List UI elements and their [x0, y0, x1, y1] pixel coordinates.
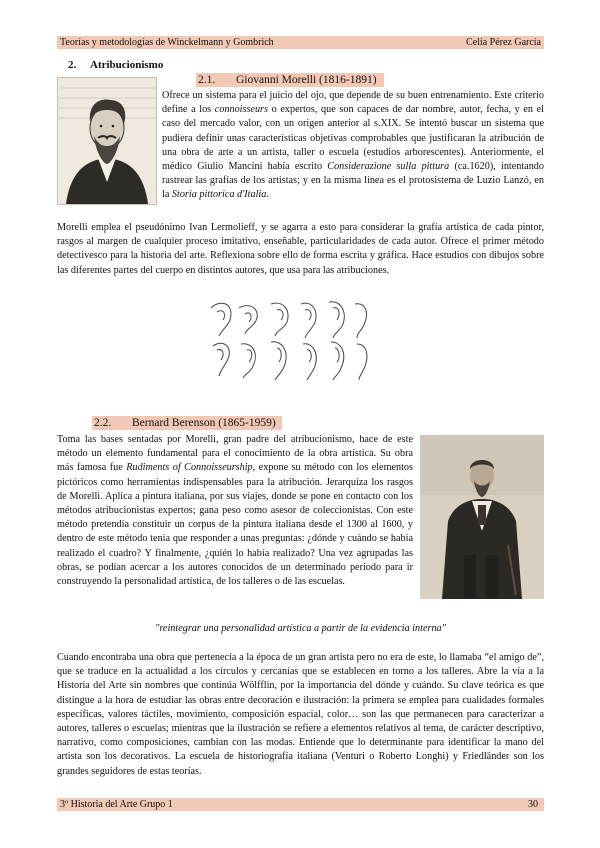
morelli-method-paragraph: Morelli emplea el pseudónimo Ivan Lermolieff, y se agarra a esto para considerar la grafía artística de cada pintor, rasgos al margen de cualquier proceso imitativo, enseñable, particularidades de cada autor. Ofrece el primer método detectivesco para la historia del arte. Reflexiona sobre ello de forma escrita y gráfica. Hace estudios con dibujos sobre las diferentes partes del cuerpo en distintos autores, que usa para las atribuciones.: [57, 222, 544, 276]
text-run: (ca.1620), intentando rastrear las grafías de los artistas; y en la misma línea es el protosistema de Luzio Lanzó, en la: [162, 161, 544, 201]
ear-studies-illustration: [205, 298, 373, 382]
subsection-heading-morelli: [196, 73, 384, 87]
berenson-portrait-image: [420, 435, 544, 599]
page-number: 30: [528, 799, 538, 810]
morelli-portrait-image: [57, 77, 157, 205]
subsection-title: Bernard Berenson (1865-1959): [132, 417, 276, 429]
morelli-intro-paragraph: [162, 89, 544, 203]
text-run: .: [266, 189, 269, 201]
page-header: [57, 36, 544, 49]
italic-title-storia: Storia pittorica d'Italia: [171, 189, 267, 201]
italic-title-rudiments: Rudiments of Connoisseurship: [126, 462, 253, 474]
text-run: Toma las bases sentadas por Morelli, gran padre del atribucionismo, hace de este método un elemento fundamental para el conocimiento de la obra artística. Su obra más famosa fue: [57, 434, 413, 474]
text-run: , expone su método con los elementos pictóricos como herramientas indispensables para la atribución. Jerarquiza los rasgos de Morelli. Aplica a pintura italiana, por sus viajes, donde se pone en contacto con los métodos atribucionistas expertos; gana peso como asesor de coleccionistas. Con este método pretendía constituir un corpus de la pintura italiana desde el 1300 al 1600, y dentro de este método tenía que responder a unas preguntas: ¿dónde y cuándo se había realizado el cuadro? Y finalmente, ¿quién lo había realizado? Una vez agrupadas las obras, se podían acercar a los autores conocidos de un determinado periodo para ir construyendo la personalidad artística, de los talleres o de las escuelas.: [57, 462, 413, 588]
section-heading: [68, 59, 163, 71]
header-author: Celia Pérez García: [466, 37, 541, 48]
footer-course: 3º Historia del Arte Grupo 1: [60, 799, 173, 810]
berenson-quote: "reintegrar una personalidad artística a partir de la evidencia interna": [155, 623, 446, 634]
section-title: Atribucionismo: [90, 59, 164, 71]
berenson-theory-paragraph: Cuando encontraba una obra que pertenecía a la época de un gran artista pero no era de este, lo llamaba “el amigo de”, que se traduce en la actualidad a los círculos y cercanías que se establecen en torno a los talleres. Abre la vía a la Historia del Arte sin nombres que continúa Wölfflin, por la importancia del dónde y cuándo. Su clave teórica es que distingue a la hora de estudiar las obras entre decoración e ilustración: la primera se emplea para cualidades formales específicas, valores táctiles, movimiento, composición espacial, color… son las que permanecen para caracterizar a autores, talleres o escuelas; mientras que la ilustración se refiere a elementos relativos al tema, de carácter descriptivo, narrativo, como composiciones, cambian con las modas. Entiende que lo determinante para identificar la mano del artista son los decorativos. La escuela de historiografía italiana (Venturi o Roberto Longhi) y Friedländer son los grandes seguidores de estas teorías.: [57, 652, 544, 777]
italic-title-considerazione: Considerazione sulla pittura: [327, 161, 450, 173]
subsection-number: 2.2.: [94, 417, 112, 429]
page-footer: [57, 798, 544, 811]
text-run: Ofrece un sistema para el juicio del ojo, que depende de su buen entrenamiento. Este criterio define a los: [162, 90, 544, 116]
subsection-number: 2.1.: [198, 74, 216, 86]
italic-term-connoisseurs: connoisseurs: [214, 104, 268, 116]
subsection-title: Giovanni Morelli (1816-1891): [236, 74, 377, 86]
section-number: 2.: [68, 59, 77, 71]
subsection-heading-berenson: [92, 416, 282, 430]
berenson-intro-paragraph: [57, 433, 413, 589]
text-run: o expertos, que son capaces de dar nombre, autor, fecha, y en el caso del mercado valor, con un origen anterior al s.XIX. Se intentó buscar un sistema que pudiera definir unas características objetivas comprobables que justificaran la atribución de una obra de arte a un artista, taller o escuela (estudios arborescentes). Anteriormente, el médico Giulio Mancini había escrito: [162, 104, 544, 173]
header-title: Teorías y metodologías de Winckelmann y Gombrich: [60, 37, 274, 48]
